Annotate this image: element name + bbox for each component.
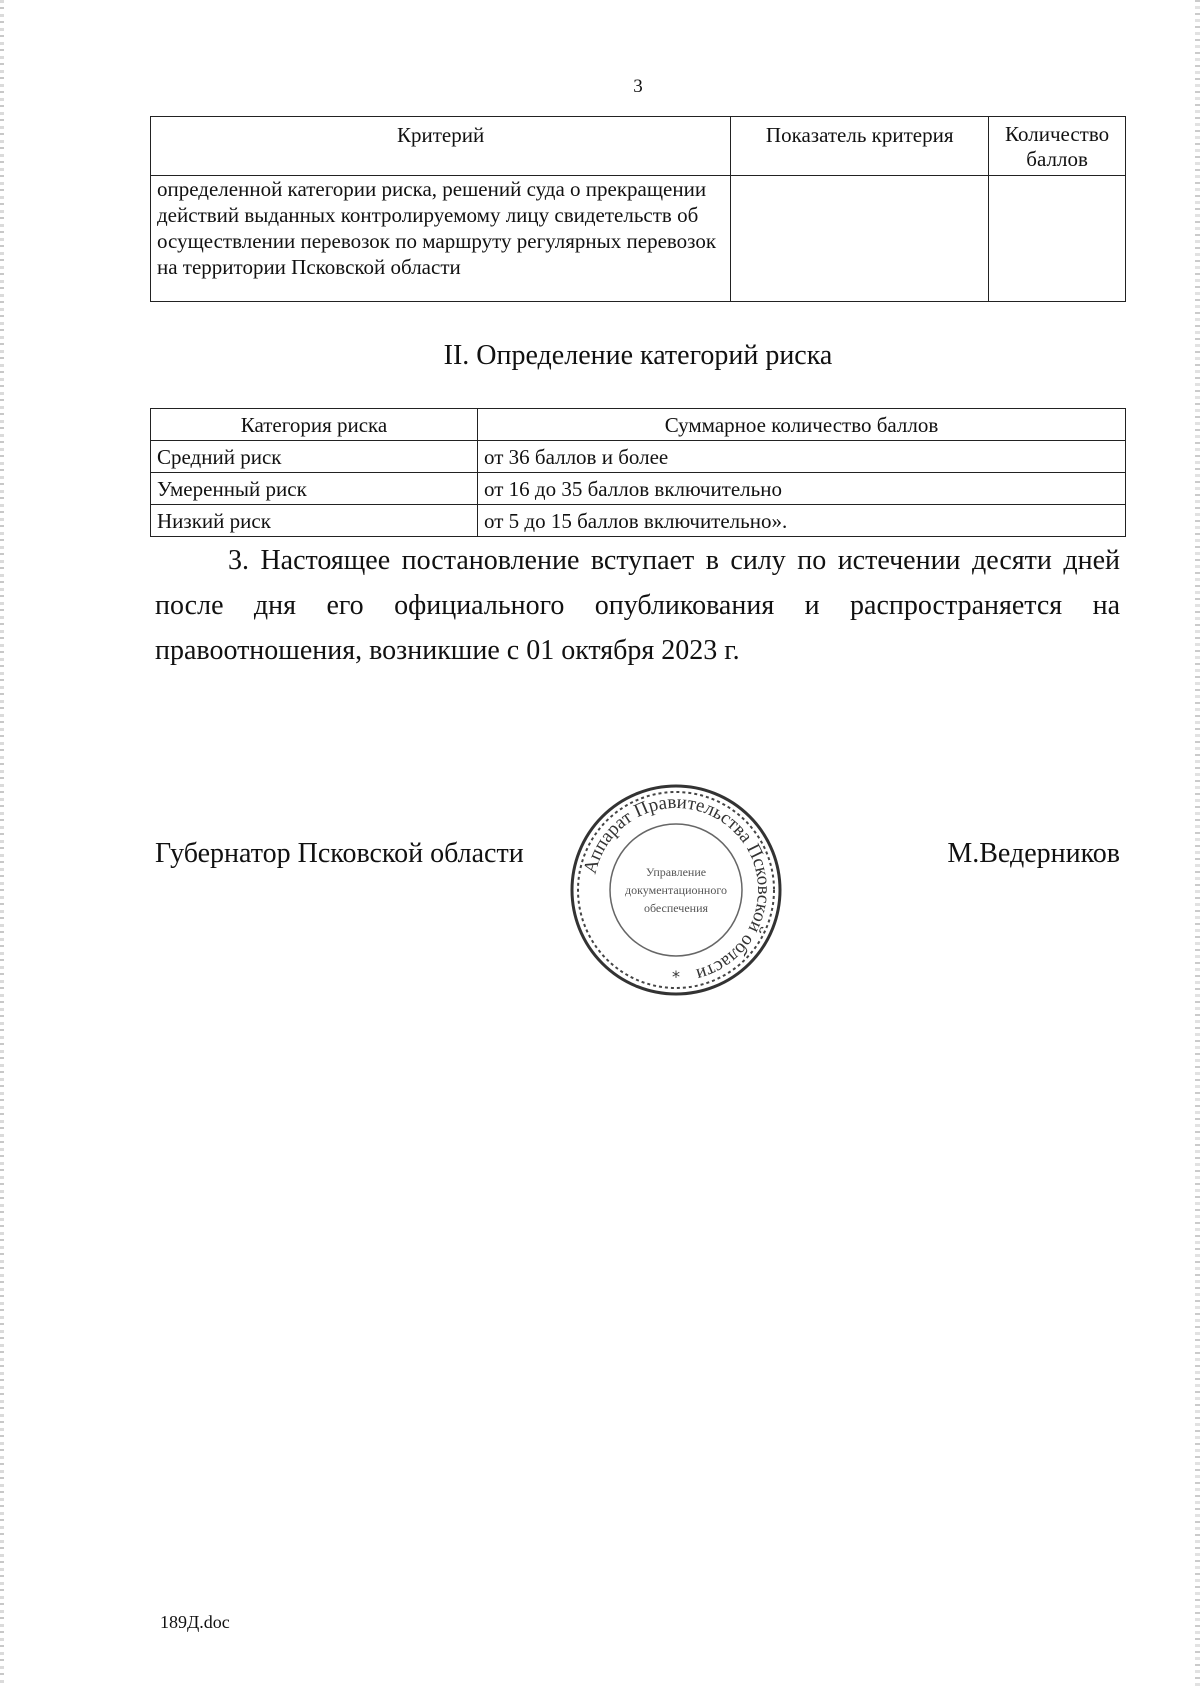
risk-header-category: Категория риска xyxy=(151,409,478,441)
risk-cell-category: Средний риск xyxy=(151,441,478,473)
criteria-cell-indicator xyxy=(731,176,989,302)
criteria-table xyxy=(150,116,1126,302)
seal-inner-line: Управление xyxy=(645,865,707,879)
criteria-table-header-row xyxy=(151,117,1126,176)
criteria-cell-criterion: определенной категории риска, решений суда о прекращении действий выданных контролируемому лицу свидетельств об осуществлении перевозок по маршруту регулярных перевозок на территории Псковской области xyxy=(151,176,731,302)
risk-table xyxy=(150,408,1126,537)
seal-inner-line: обеспечения xyxy=(643,901,709,915)
criteria-cell-points xyxy=(989,176,1126,302)
table-row xyxy=(151,473,1126,505)
table-row xyxy=(151,176,1126,302)
risk-table-header-row xyxy=(151,409,1126,441)
risk-cell-points: от 36 баллов и более xyxy=(478,441,1126,473)
signature-title: Губернатор Псковской области xyxy=(155,838,524,869)
signature-name: М.Ведерников xyxy=(947,838,1120,869)
seal-inner-line: документационного xyxy=(625,883,727,897)
star-icon: * xyxy=(672,967,680,986)
scan-edge-right xyxy=(1195,0,1200,1686)
risk-cell-category: Низкий риск xyxy=(151,505,478,537)
risk-cell-category: Умеренный риск xyxy=(151,473,478,505)
risk-cell-points: от 5 до 15 баллов включительно». xyxy=(478,505,1126,537)
criteria-header-indicator: Показатель критерия xyxy=(731,117,989,176)
footer-code: 189Д.doc xyxy=(160,1612,230,1632)
seal-outer-text: Аппарат Правительства Псковской области xyxy=(579,791,775,986)
criteria-header-criterion: Критерий xyxy=(151,117,731,176)
official-seal xyxy=(566,780,786,1000)
section-heading: II. Определение категорий риска xyxy=(443,340,833,371)
resolution-paragraph xyxy=(155,538,1120,673)
page-number: 3 xyxy=(633,76,643,97)
table-row xyxy=(151,505,1126,537)
risk-cell-points: от 16 до 35 баллов включительно xyxy=(478,473,1126,505)
scan-edge-left xyxy=(0,0,4,1686)
table-row xyxy=(151,441,1126,473)
criteria-header-points: Количество баллов xyxy=(989,117,1126,176)
paragraph-text: 3. Настоящее постановление вступает в силу по истечении десяти дней после дня его официального опубликования и распространяется на правоотношения, возникшие с 01 октября 2023 г. xyxy=(155,545,1120,666)
risk-header-total-points: Суммарное количество баллов xyxy=(478,409,1126,441)
